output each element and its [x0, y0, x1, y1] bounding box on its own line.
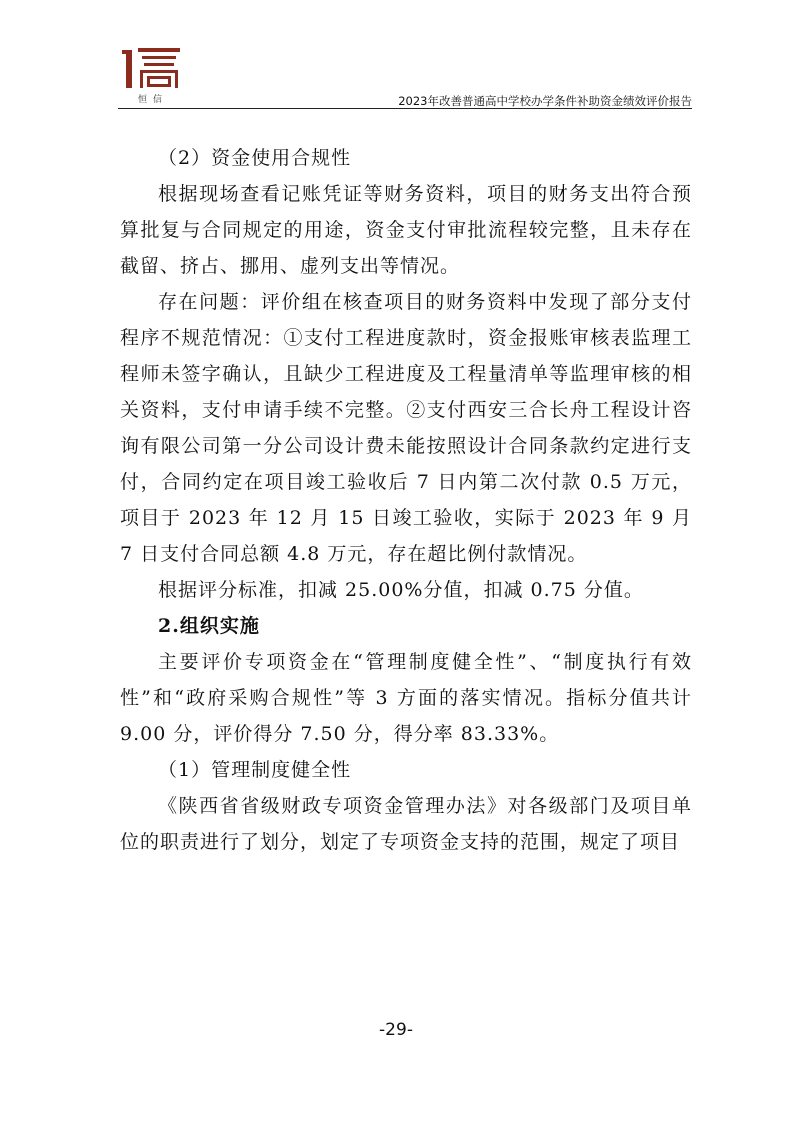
page-number: -29-	[379, 1020, 413, 1040]
logo-text: 恒信	[138, 95, 169, 105]
page-header	[120, 44, 692, 110]
header-divider	[118, 108, 692, 109]
paragraph: 《陕西省省级财政专项资金管理办法》对各级部门及项目单位的职责进行了划分，划定了专项资金支持的范围，规定了项目	[120, 795, 692, 853]
paragraph: 根据评分标准，扣减 25.00%分值，扣减 0.75 分值。	[158, 579, 644, 601]
document-body	[120, 140, 692, 860]
subheading-compliance: （2）资金使用合规性	[158, 147, 352, 169]
subheading-management: （1）管理制度健全性	[158, 759, 352, 781]
section-heading: 2.组织实施	[158, 615, 260, 637]
paragraph: 存在问题：评价组在核查项目的财务资料中发现了部分支付程序不规范情况：①支付工程进度款时，资金报账审核表监理工程师未签字确认，且缺少工程进度及工程量清单等监理审核的相关资料，支付申请手续不完整。②支付西安三合长舟工程设计咨询有限公司第一分公司设计费未能按照设计合同条款约定进行支付，合同约定在项目竣工验收后 7 日内第二次付款 0.5 万元，项目于 2023 年 12 月 15 日竣工验收，实际于 2023 年 9 月 7 日支付合同总额 4.8 万元，存在超比例付款情况。	[120, 291, 692, 565]
header-title: 2023年改善普通高中学校办学条件补助资金绩效评价报告	[398, 94, 692, 108]
paragraph: 根据现场查看记账凭证等财务资料，项目的财务支出符合预算批复与合同规定的用途，资金支付审批流程较完整，且未存在截留、挤占、挪用、虚列支出等情况。	[120, 183, 692, 277]
paragraph: 主要评价专项资金在“管理制度健全性”、“制度执行有效性”和“政府采购合规性”等 3 方面的落实情况。指标分值共计 9.00 分，评价得分 7.50 分，得分率 83.33%。	[120, 651, 692, 745]
